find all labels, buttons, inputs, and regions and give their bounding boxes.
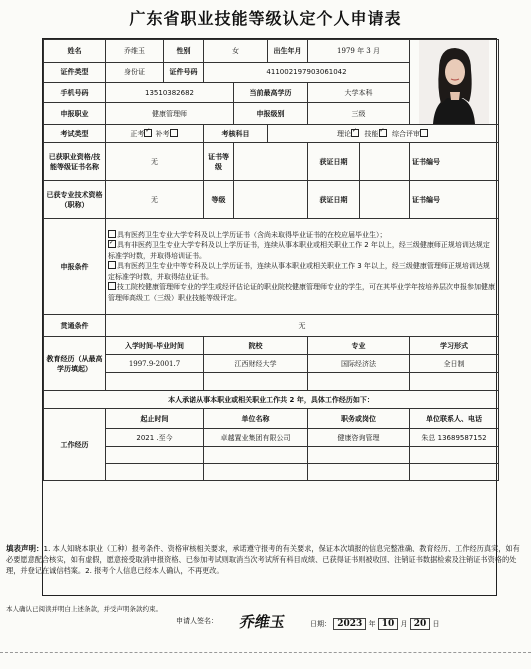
title-grade-label: 等级 [204,181,234,219]
level-value: 三级 [308,103,410,125]
work-time: 2021 .至今 [106,429,204,447]
job-label: 申报职业 [44,103,106,125]
cert-date-label: 获证日期 [308,143,360,181]
edu-header-time: 入学时间-毕业时间 [106,337,204,355]
divider [0,652,531,653]
checkbox-empty-icon [108,261,116,269]
edu-header-major: 专业 [308,337,410,355]
edu-header-form: 学习形式 [410,337,499,355]
sign-label: 申请人签名： [176,617,218,625]
signature: 乔维玉 [238,613,287,631]
exam-type-label: 考试类型 [44,125,106,143]
checkbox-empty-icon [108,282,116,290]
form-title: 广东省职业技能等级认定个人申请表 [129,9,402,28]
work-contact: 朱总 13689587152 [410,429,499,447]
edu-time: 1997.9-2001.7 [106,355,204,373]
phone-value: 13510382682 [106,82,234,102]
name-value: 乔维玉 [106,40,164,63]
work-label: 工作经历 [44,409,106,481]
declaration-head: 填表声明： [6,544,44,553]
phone-label: 手机号码 [44,82,106,102]
id-type-value: 身份证 [106,62,164,82]
table-row [44,447,499,464]
date-year-unit: 年 [368,620,376,628]
date-label: 日期： [310,620,331,628]
date-day: 20 [410,618,431,630]
edu-school: 江西财经大学 [204,355,308,373]
condition-item: 技工院校健康管理师专业的学生或经评估论证的职业院校健康管理师专业的学生，可在其毕业学年按培养层次申报参加健康管理师高级工（三级）职业技能等级评定。 [108,283,495,302]
work-header-company: 单位名称 [204,409,308,429]
through-label: 贯通条件 [44,315,106,337]
id-no-label: 证件号码 [164,62,204,82]
photo-cell [410,40,499,125]
birth-value: 1979 年 3 月 [308,40,410,63]
declaration-text: 1. 本人知晓本职业（工种）报考条件、资格审核相关要求，承诺遵守报考的有关要求，保证本次填报的信息完整准确、教育经历、工作经历真实，如有必要愿意配合核实，如有虚假，愿意接受取消申报资格、已参加考试则取消当次考试所有科目成绩、已获得证书则被收回、注销证书数据检索及注销证书资格的处理，并登记在诚信档案。2. 报考个人信息已经本人确认，不再更改。 [6,544,520,575]
condition-item: ✓具有非医药卫生专业大学专科及以上学历证书，连续从事本职业或相关职业工作 2 年以上，经三级健康师正规培训达规定标准学时数，并取得培训证书。 [108,240,496,261]
edu-major: 国际经济法 [308,355,410,373]
table-row [44,355,499,373]
cert-grade-label: 证书等级 [204,143,234,181]
date-day-unit: 日 [432,620,440,628]
title-date-label: 获证日期 [308,181,360,219]
date-year: 2023 [333,618,366,630]
subj-review: 综合评审 [391,129,420,138]
form-table [43,39,499,481]
job-value: 健康管理师 [106,103,234,125]
work-post: 健康咨询管理 [308,429,410,447]
date-row [310,618,440,630]
edu-label: 当前最高学历 [234,82,308,102]
education-label: 教育经历（从最高学历填起） [44,337,106,391]
declaration [6,543,526,576]
cert-grade-value [234,143,308,181]
title-cert-value: 无 [106,181,204,219]
conditions-list [106,219,499,315]
checkbox-checked-icon [351,129,359,137]
subject-label: 考核科目 [204,125,268,143]
title-cert-label: 已获专业技术资格（职称） [44,181,106,219]
condition-item: 具有医药卫生专业大学专科及以上学历证书（含尚未取得毕业证书的在校应届毕业生）； [108,230,496,241]
portrait-image [419,40,489,124]
through-value: 无 [106,315,499,337]
subj-theory: 理论 [337,129,352,138]
condition-item: 具有医药卫生专业中等专科及以上学历证书，连续从事本职业或相关职业工作 3 年以上，经三级健康管理师正规培训达规定标准学时数，并取得结业证书。 [108,262,490,281]
checkbox-checked-icon [108,240,116,248]
table-row [44,464,499,481]
title-no-label: 证书编号 [410,181,499,219]
checkbox-checked-icon [144,129,152,137]
date-month-unit: 月 [400,620,408,628]
work-header-post: 职务或岗位 [308,409,410,429]
cert-label: 已获职业资格/技能等级证书名称 [44,143,106,181]
checkbox-empty-icon [170,129,178,137]
cert-date-value [360,143,410,181]
conditions-label: 申报条件 [44,219,106,315]
gender-label: 性别 [164,40,204,63]
id-no-value: 411002197903061042 [204,62,410,82]
exam-type-options [106,125,204,143]
applicant-photo [419,40,489,124]
name-label: 姓名 [44,40,106,63]
birth-label: 出生年月 [268,40,308,63]
commit-text: 本人承诺从事本职业或相关职业工作共 2 年，具体工作经历如下： [44,391,499,409]
checkbox-empty-icon [420,129,428,137]
checkbox-empty-icon [108,230,116,238]
edu-form: 全日制 [410,355,499,373]
exam-opt-regular: 正考 [130,129,145,138]
confirm-text: 本人确认已阅读并明白上述条款，并受声明条款约束。 [6,605,162,613]
exam-opt-makeup: 补考 [155,129,170,138]
work-header-contact: 单位联系人、电话 [410,409,499,429]
date-month: 10 [378,618,399,630]
checkbox-checked-icon [379,129,387,137]
cert-no-label: 证书编号 [410,143,499,181]
title-date-value [360,181,410,219]
work-header-time: 起止时间 [106,409,204,429]
work-company: 卓越置业集团有限公司 [204,429,308,447]
table-row [44,429,499,447]
gender-value: 女 [204,40,268,63]
level-label: 申报级别 [234,103,308,125]
title-grade-value [234,181,308,219]
id-type-label: 证件类型 [44,62,106,82]
table-row [44,373,499,391]
subj-skill: 技能 [364,129,379,138]
edu-header-school: 院校 [204,337,308,355]
subject-options [268,125,499,143]
form-frame [42,38,497,596]
edu-value: 大学本科 [308,82,410,102]
cert-value: 无 [106,143,204,181]
